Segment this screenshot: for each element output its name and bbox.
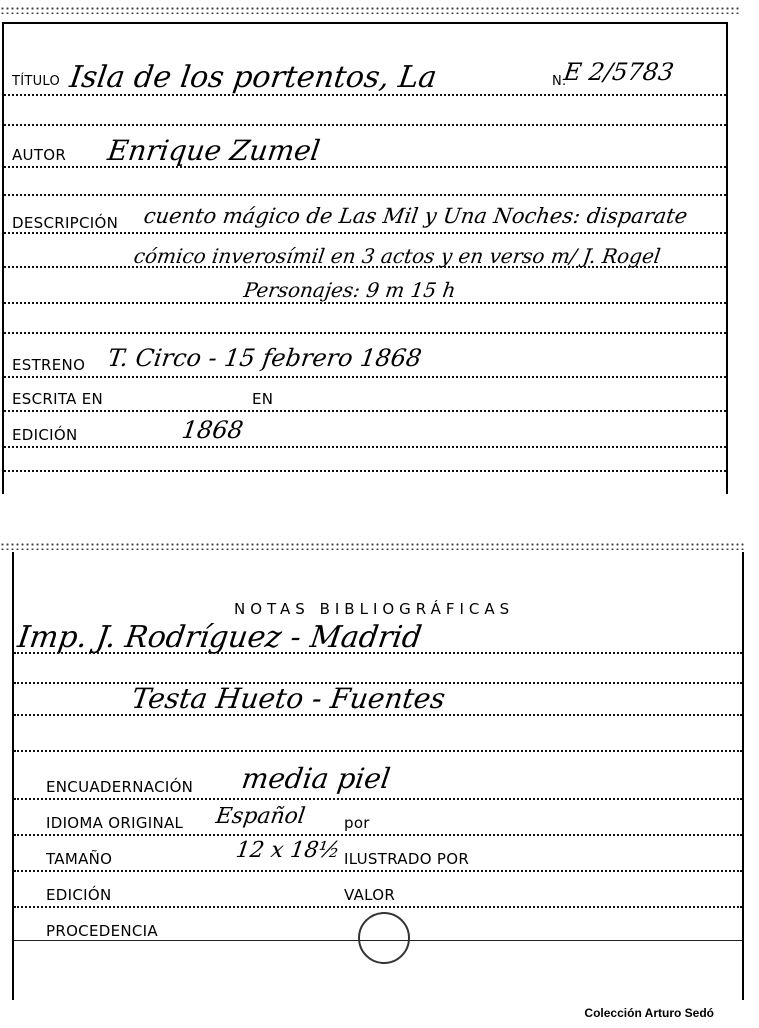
rule-descripcion-2 xyxy=(4,266,726,268)
rule-4 xyxy=(4,470,726,472)
rule-encuadernacion xyxy=(14,798,742,800)
rule-autor xyxy=(4,166,726,168)
label-n: N. xyxy=(552,74,567,89)
label-por: por xyxy=(344,814,370,832)
rule-titulo xyxy=(4,94,726,96)
rule-3 xyxy=(4,332,726,334)
label-encuadernacion: ENCUADERNACIÓN xyxy=(46,778,194,796)
value-encuadernacion: media piel xyxy=(239,762,393,795)
label-edicion-2: EDICIÓN xyxy=(46,886,112,904)
value-autor: Enrique Zumel xyxy=(105,134,323,167)
value-tamano: 12 x 18½ xyxy=(234,838,342,863)
value-descripcion-3: Personajes: 9 m 15 h xyxy=(242,278,458,302)
value-edicion: 1868 xyxy=(180,416,246,444)
stamp-circle xyxy=(358,912,410,964)
rule-idioma xyxy=(14,834,742,836)
rule-escrita xyxy=(4,410,726,412)
rule-edicion xyxy=(4,446,726,448)
rule-notes-3 xyxy=(14,714,742,716)
catalog-card-notes xyxy=(12,552,744,1020)
label-titulo: TÍTULO xyxy=(12,74,61,89)
value-numero: E 2/5783 xyxy=(562,58,676,86)
rule-descripcion-3 xyxy=(4,302,726,304)
rule-tamano xyxy=(14,870,742,872)
label-estreno: ESTRENO xyxy=(12,356,86,374)
collection-footer: Colección Arturo Sedó xyxy=(584,1006,714,1020)
note-line-2: Testa Hueto - Fuentes xyxy=(129,682,448,715)
rule-1 xyxy=(4,124,726,126)
label-procedencia: PROCEDENCIA xyxy=(46,922,158,940)
rule-estreno xyxy=(4,376,726,378)
value-titulo: Isla de los portentos, La xyxy=(67,60,439,95)
scan-noise-top xyxy=(0,6,740,14)
rule-notes-4 xyxy=(14,750,742,752)
rule-descripcion-1 xyxy=(4,232,726,234)
label-escrita-en: ESCRITA EN xyxy=(12,390,104,408)
label-idioma: IDIOMA ORIGINAL xyxy=(46,814,184,832)
rule-2 xyxy=(4,194,726,196)
label-ilustrado-por: ILUSTRADO POR xyxy=(344,850,470,868)
rule-edicion-2 xyxy=(14,906,742,908)
value-descripcion-1: cuento mágico de Las Mil y Una Noches: disparate xyxy=(142,204,689,228)
label-tamano: TAMAÑO xyxy=(46,850,113,868)
value-idioma: Español xyxy=(214,804,307,829)
value-estreno: T. Circo - 15 febrero 1868 xyxy=(106,344,424,372)
rule-notes-1 xyxy=(14,652,742,654)
scan-noise-middle xyxy=(0,542,744,550)
catalog-card-main xyxy=(2,22,728,494)
label-descripcion: DESCRIPCIÓN xyxy=(12,214,119,232)
label-autor: AUTOR xyxy=(12,146,67,164)
label-edicion: EDICIÓN xyxy=(12,426,78,444)
heading-notas: NOTAS BIBLIOGRÁFICAS xyxy=(234,600,515,618)
value-descripcion-2: cómico inverosímil en 3 actos y en verso m/ J. Rogel xyxy=(132,244,663,268)
label-valor: VALOR xyxy=(344,886,396,904)
label-en: EN xyxy=(252,390,274,408)
note-line-1: Imp. J. Rodríguez - Madrid xyxy=(15,620,424,655)
